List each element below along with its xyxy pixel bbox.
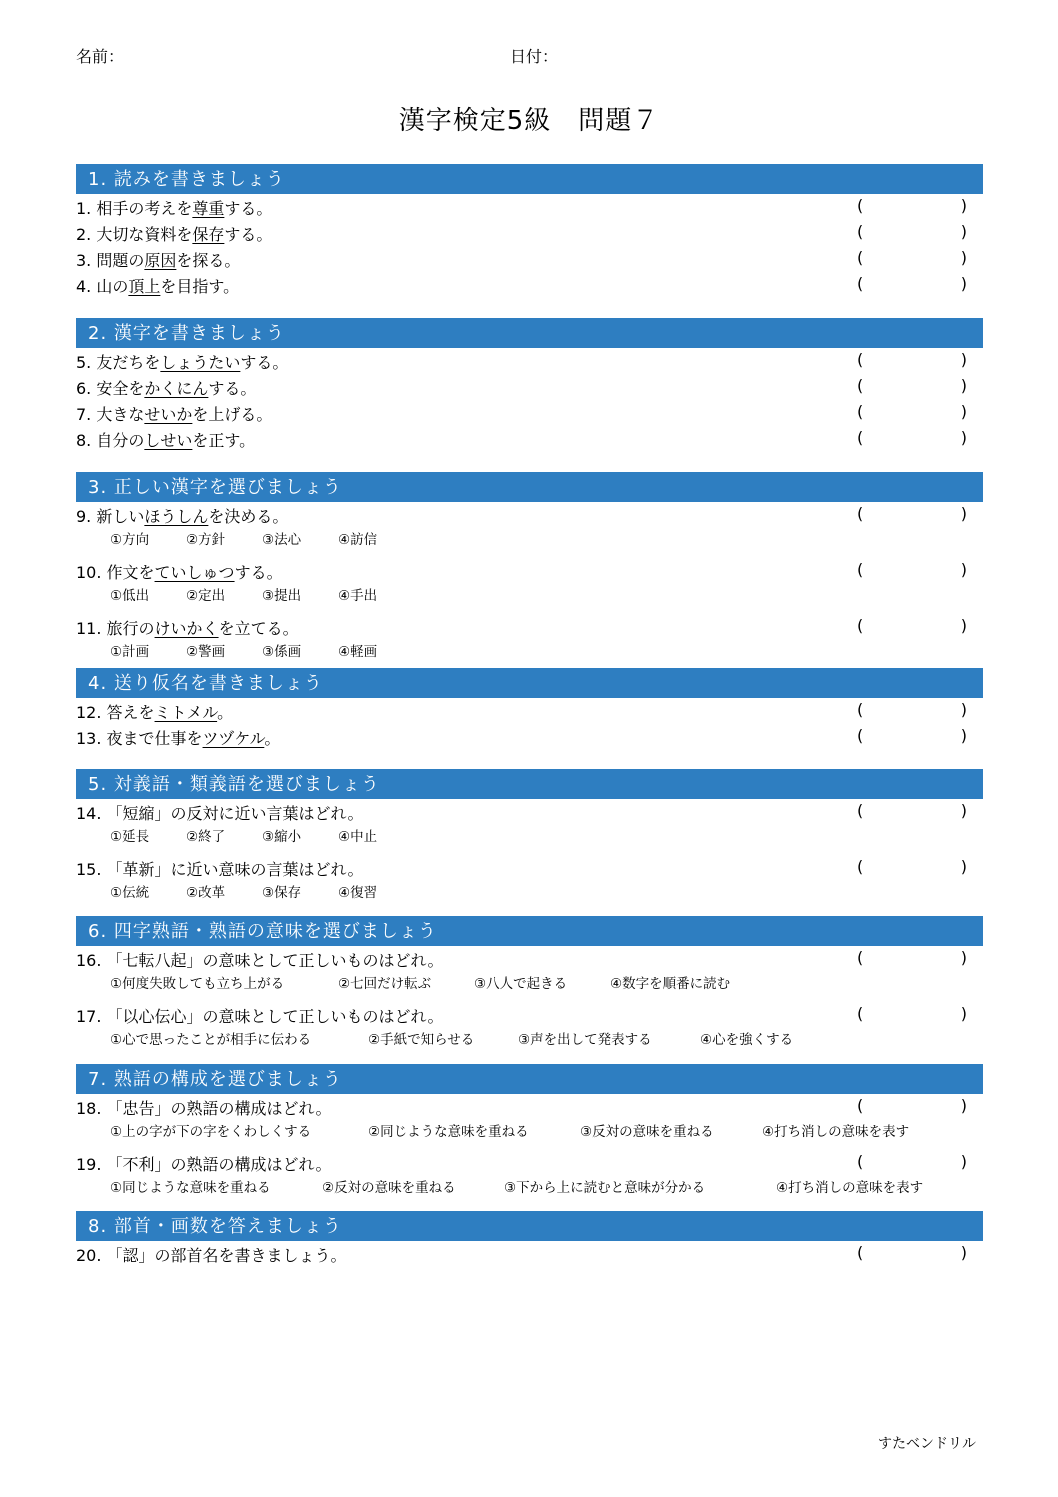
question-text [76, 726, 280, 749]
paren-open: ( [857, 801, 864, 820]
spacer [76, 606, 983, 614]
section-heading: 1. 読みを書きましょう [76, 164, 983, 194]
options-row [76, 881, 983, 903]
question-row [76, 348, 983, 374]
paren-open: ( [857, 1152, 864, 1171]
question-text [76, 857, 364, 880]
question-suffix: する。 [224, 199, 273, 218]
question-row [76, 1241, 983, 1267]
question-prefix: 3. 問題の [76, 251, 145, 270]
question-text [76, 1152, 332, 1175]
option-1: ①低出 [110, 588, 150, 604]
section-7 [76, 1064, 983, 1198]
option-1: ①上の字が下の字をくわしくする [110, 1124, 312, 1140]
section-2 [76, 318, 983, 452]
option-3: ③声を出して発表する [518, 1032, 652, 1048]
question-row [76, 400, 983, 426]
paren-close: ) [960, 1152, 967, 1171]
question-text [76, 428, 255, 451]
section-3 [76, 472, 983, 662]
question-row [76, 220, 983, 246]
paren-close: ) [960, 274, 967, 293]
option-2: ②反対の意味を重ねる [322, 1180, 456, 1196]
question-prefix: 11. 旅行の [76, 619, 155, 638]
paren-close: ) [960, 726, 967, 745]
section-8 [76, 1211, 983, 1267]
option-4: ④復習 [338, 885, 378, 901]
option-3: ③八人で起きる [474, 976, 568, 992]
question-text [76, 948, 444, 971]
paren-open: ( [857, 948, 864, 967]
option-4: ④打ち消しの意味を表す [776, 1180, 924, 1196]
option-2: ②警画 [186, 644, 226, 660]
paren-open: ( [857, 248, 864, 267]
name-label: 名前： [76, 47, 125, 66]
section-1 [76, 164, 983, 298]
target-word: 頂上 [128, 277, 161, 296]
paren-close: ) [960, 560, 967, 579]
spacer [76, 994, 983, 1002]
paren-close: ) [960, 948, 967, 967]
target-word: ていしゅつ [154, 563, 235, 582]
target-word: ツヅケル [202, 729, 265, 748]
paren-open: ( [857, 700, 864, 719]
question-row [76, 724, 983, 750]
question-row [76, 946, 983, 972]
option-1: ①方向 [110, 532, 150, 548]
question-prefix: 8. 自分の [76, 431, 145, 450]
option-3: ③係画 [262, 644, 302, 660]
option-2: ②定出 [186, 588, 226, 604]
paren-open: ( [857, 857, 864, 876]
question-suffix: を目指す。 [160, 277, 240, 296]
options-row [76, 825, 983, 847]
section-6 [76, 916, 983, 1050]
question-text [76, 801, 364, 824]
options-row [76, 1120, 983, 1142]
paren-open: ( [857, 350, 864, 369]
section-heading: 5. 対義語・類義語を選びましょう [76, 769, 983, 799]
question-row [76, 502, 983, 528]
paren-open: ( [857, 376, 864, 395]
question-row [76, 614, 983, 640]
question-row [76, 855, 983, 881]
options-row [76, 1176, 983, 1198]
paren-open: ( [857, 616, 864, 635]
question-suffix: を正す。 [192, 431, 256, 450]
target-word: ミトメル [154, 703, 218, 722]
question-row [76, 374, 983, 400]
option-1: ①同じような意味を重ねる [110, 1180, 271, 1196]
section-heading: 2. 漢字を書きましょう [76, 318, 983, 348]
question-suffix: する。 [224, 225, 273, 244]
question-suffix: 。 [217, 703, 234, 722]
option-1: ①伝統 [110, 885, 150, 901]
question-prefix: 2. 大切な資料を [76, 225, 193, 244]
question-prefix: 16. 「七転八起」の意味として正しいものはどれ。 [76, 951, 444, 970]
options-row [76, 640, 983, 662]
section-heading: 7. 熟語の構成を選びましょう [76, 1064, 983, 1094]
options-row [76, 972, 983, 994]
target-word: しせい [144, 431, 193, 450]
paren-close: ) [960, 1096, 967, 1115]
target-word: 尊重 [192, 199, 225, 218]
question-text [76, 248, 240, 271]
target-word: 保存 [192, 225, 225, 244]
question-text [76, 1096, 332, 1119]
date-label: 日付： [510, 47, 559, 66]
paren-open: ( [857, 504, 864, 523]
option-4: ④訪信 [338, 532, 378, 548]
question-prefix: 13. 夜まで仕事を [76, 729, 203, 748]
paren-open: ( [857, 428, 864, 447]
paren-close: ) [960, 1004, 967, 1023]
option-4: ④手出 [338, 588, 378, 604]
question-row [76, 1150, 983, 1176]
section-heading: 3. 正しい漢字を選びましょう [76, 472, 983, 502]
section-heading: 6. 四字熟語・熟語の意味を選びましょう [76, 916, 983, 946]
question-text [76, 402, 272, 425]
paren-close: ) [960, 1243, 967, 1262]
question-text [76, 274, 239, 297]
paren-close: ) [960, 801, 967, 820]
paren-close: ) [960, 428, 967, 447]
question-row [76, 698, 983, 724]
question-text [76, 222, 272, 245]
page-title: 漢字検定5級 問題７ [398, 106, 660, 136]
question-prefix: 15. 「革新」に近い意味の言葉はどれ。 [76, 860, 364, 879]
question-prefix: 4. 山の [76, 277, 129, 296]
target-word: 原因 [144, 251, 177, 270]
question-prefix: 6. 安全を [76, 379, 145, 398]
target-word: せいか [144, 405, 193, 424]
question-suffix: する。 [234, 563, 283, 582]
question-row [76, 1094, 983, 1120]
option-3: ③下から上に読むと意味が分かる [504, 1180, 706, 1196]
question-text [76, 616, 299, 639]
question-prefix: 10. 作文を [76, 563, 155, 582]
option-4: ④軽画 [338, 644, 378, 660]
options-row [76, 584, 983, 606]
question-row [76, 799, 983, 825]
target-word: しょうたい [160, 353, 241, 372]
question-text [76, 376, 256, 399]
paren-open: ( [857, 1096, 864, 1115]
question-suffix: を決める。 [208, 507, 289, 526]
section-heading: 4. 送り仮名を書きましょう [76, 668, 983, 698]
option-2: ②改革 [186, 885, 226, 901]
question-prefix: 7. 大きな [76, 405, 145, 424]
question-prefix: 17. 「以心伝心」の意味として正しいものはどれ。 [76, 1007, 444, 1026]
question-prefix: 5. 友だちを [76, 353, 161, 372]
paren-close: ) [960, 376, 967, 395]
question-prefix: 9. 新しい [76, 507, 145, 526]
question-text [76, 196, 272, 219]
paren-open: ( [857, 560, 864, 579]
section-5 [76, 769, 983, 903]
question-row [76, 194, 983, 220]
question-suffix: する。 [240, 353, 289, 372]
question-prefix: 1. 相手の考えを [76, 199, 193, 218]
option-2: ②七回だけ転ぶ [338, 976, 432, 992]
option-3: ③提出 [262, 588, 302, 604]
option-1: ①何度失敗しても立ち上がる [110, 976, 285, 992]
option-3: ③縮小 [262, 829, 302, 845]
question-row [76, 246, 983, 272]
paren-open: ( [857, 1243, 864, 1262]
paren-close: ) [960, 402, 967, 421]
question-prefix: 12. 答えを [76, 703, 155, 722]
question-prefix: 19. 「不利」の熟語の構成はどれ。 [76, 1155, 332, 1174]
footer-brand: すたベンドリル [878, 1436, 976, 1452]
question-suffix: 。 [264, 729, 281, 748]
spacer [76, 847, 983, 855]
question-suffix: する。 [208, 379, 257, 398]
question-suffix: を立てる。 [218, 619, 299, 638]
target-word: ほうしん [144, 507, 209, 526]
question-prefix: 14. 「短縮」の反対に近い言葉はどれ。 [76, 804, 364, 823]
paren-close: ) [960, 350, 967, 369]
question-text [76, 350, 288, 373]
question-text [76, 1004, 444, 1027]
question-suffix: を探る。 [176, 251, 241, 270]
paren-open: ( [857, 1004, 864, 1023]
question-row [76, 272, 983, 298]
question-text [76, 504, 288, 527]
question-row [76, 558, 983, 584]
option-4: ④心を強くする [700, 1032, 794, 1048]
target-word: けいかく [154, 619, 219, 638]
option-1: ①延長 [110, 829, 150, 845]
option-3: ③法心 [262, 532, 302, 548]
paren-open: ( [857, 196, 864, 215]
option-4: ④中止 [338, 829, 378, 845]
options-row [76, 1028, 983, 1050]
paren-close: ) [960, 248, 967, 267]
paren-open: ( [857, 726, 864, 745]
option-4: ④打ち消しの意味を表す [762, 1124, 910, 1140]
question-row [76, 1002, 983, 1028]
paren-open: ( [857, 222, 864, 241]
question-text [76, 1243, 347, 1266]
paren-close: ) [960, 222, 967, 241]
option-3: ③反対の意味を重ねる [580, 1124, 714, 1140]
section-heading: 8. 部首・画数を答えましょう [76, 1211, 983, 1241]
target-word: かくにん [144, 379, 209, 398]
paren-open: ( [857, 402, 864, 421]
header [76, 44, 983, 66]
paren-close: ) [960, 504, 967, 523]
question-prefix: 18. 「忠告」の熟語の構成はどれ。 [76, 1099, 332, 1118]
question-prefix: 20. 「認」の部首名を書きましょう。 [76, 1246, 347, 1265]
question-suffix: を上げる。 [192, 405, 273, 424]
option-2: ②手紙で知らせる [368, 1032, 475, 1048]
question-text [76, 700, 233, 723]
option-4: ④数字を順番に読む [610, 976, 731, 992]
question-text [76, 560, 283, 583]
option-1: ①心で思ったことが相手に伝わる [110, 1032, 312, 1048]
option-2: ②同じような意味を重ねる [368, 1124, 529, 1140]
paren-close: ) [960, 616, 967, 635]
option-2: ②終了 [186, 829, 226, 845]
section-4 [76, 668, 983, 750]
paren-open: ( [857, 274, 864, 293]
option-2: ②方針 [186, 532, 226, 548]
options-row [76, 528, 983, 550]
paren-close: ) [960, 700, 967, 719]
spacer [76, 550, 983, 558]
option-3: ③保存 [262, 885, 302, 901]
paren-close: ) [960, 857, 967, 876]
question-row [76, 426, 983, 452]
option-1: ①計画 [110, 644, 150, 660]
paren-close: ) [960, 196, 967, 215]
spacer [76, 1142, 983, 1150]
